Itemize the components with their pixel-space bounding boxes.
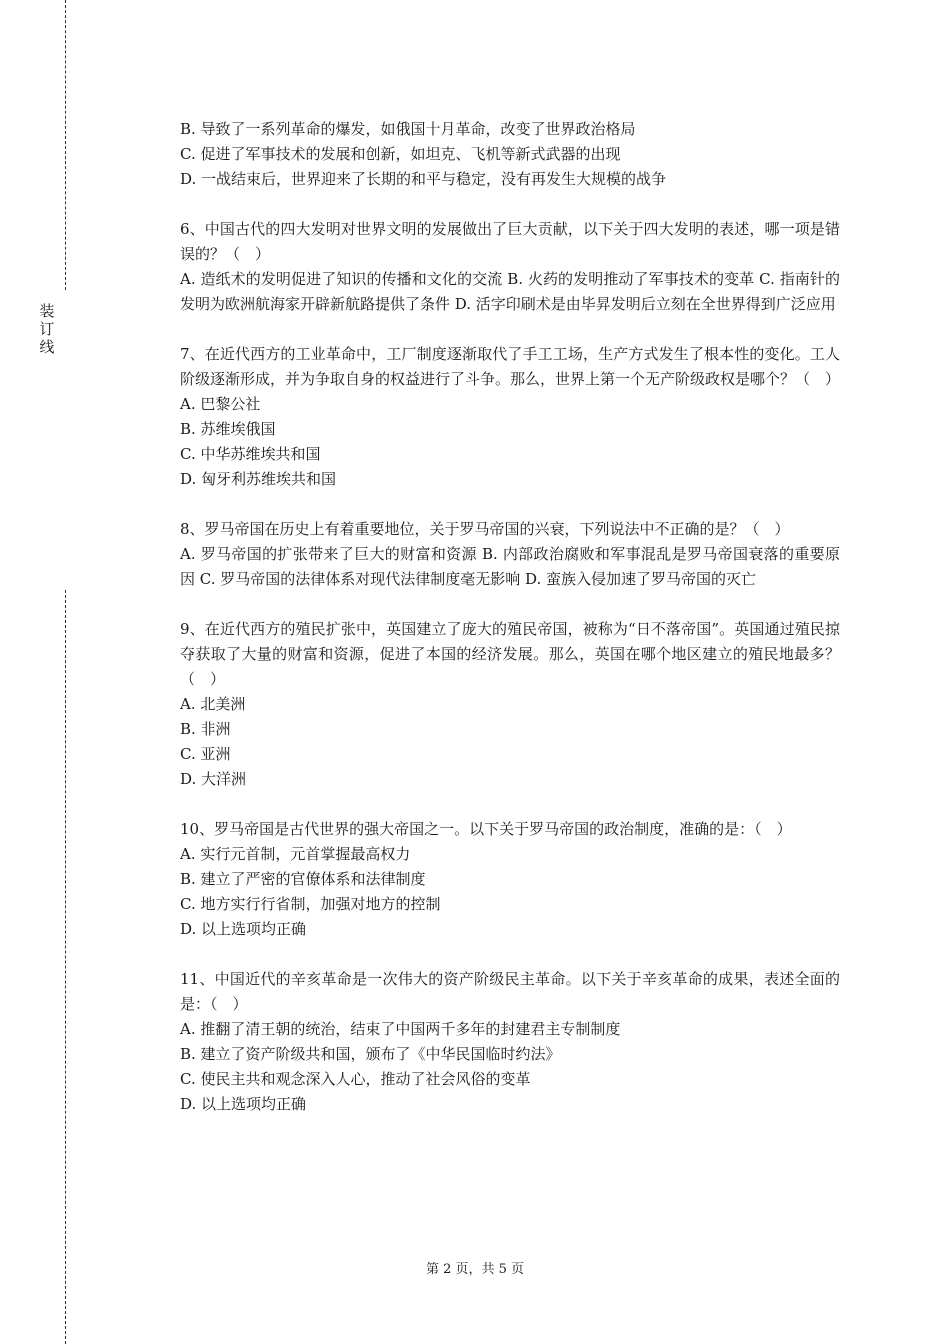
option-a: A. 推翻了清王朝的统治，结束了中国两千多年的封建君主专制制度 [180,1020,621,1038]
question-10 [180,817,840,942]
option-c: C. 中华苏维埃共和国 [180,445,321,463]
question-8 [180,517,840,592]
question-options: A. 造纸术的发明促进了知识的传播和文化的交流 B. 火药的发明推动了军事技术的变革 C. 指南针的发明为欧洲航海家开辟新航路提供了条件 D. 活字印刷术是由毕昇发明后立刻在全世界得到广泛应用 [180,270,840,313]
option-a: A. 巴黎公社 [180,395,261,413]
option-c: C. 亚洲 [180,745,231,763]
binding-label-char: 装 [39,302,55,320]
exam-content [180,117,840,1117]
question-stem: 8、罗马帝国在历史上有着重要地位，关于罗马帝国的兴衰，下列说法中不正确的是？（ ） [180,520,790,538]
binding-label [38,302,56,356]
option-a: A. 实行元首制，元首掌握最高权力 [180,845,411,863]
option-c: C. 地方实行行省制，加强对地方的控制 [180,895,441,913]
question-9 [180,617,840,792]
question-stem: 7、在近代西方的工业革命中，工厂制度逐渐取代了手工工场，生产方式发生了根本性的变化。工人阶级逐渐形成，并为争取自身的权益进行了斗争。那么，世界上第一个无产阶级政权是哪个？（ ） [180,345,841,388]
binding-line-bottom [65,590,66,1344]
option-d: D. 大洋洲 [180,770,247,788]
question-7 [180,342,840,492]
option-b: B. 建立了严密的官僚体系和法律制度 [180,870,426,888]
option-d: D. 一战结束后，世界迎来了长期的和平与稳定，没有再发生大规模的战争 [180,170,667,188]
option-d: D. 匈牙利苏维埃共和国 [180,470,337,488]
option-d: D. 以上选项均正确 [180,1095,307,1113]
option-b: B. 建立了资产阶级共和国，颁布了《中华民国临时约法》 [180,1045,561,1063]
option-b: B. 苏维埃俄国 [180,420,276,438]
question-stem: 10、罗马帝国是古代世界的强大帝国之一。以下关于罗马帝国的政治制度，准确的是：（ ） [180,820,792,838]
page-number: 第 2 页，共 5 页 [425,1262,525,1277]
option-b: B. 导致了一系列革命的爆发，如俄国十月革命，改变了世界政治格局 [180,120,636,138]
prev-question-tail [180,117,840,192]
binding-label-char: 线 [39,338,55,356]
question-6 [180,217,840,317]
option-a: A. 北美洲 [180,695,246,713]
question-stem: 11、中国近代的辛亥革命是一次伟大的资产阶级民主革命。以下关于辛亥革命的成果，表述全面的是：（ ） [180,970,840,1013]
question-11 [180,967,840,1117]
binding-label-char: 订 [39,320,55,338]
option-b: B. 非洲 [180,720,231,738]
question-stem: 6、中国古代的四大发明对世界文明的发展做出了巨大贡献，以下关于四大发明的表述，哪一项是错误的？（ ） [180,220,840,263]
option-c: C. 促进了军事技术的发展和创新，如坦克、飞机等新式武器的出现 [180,145,621,163]
option-c: C. 使民主共和观念深入人心，推动了社会风俗的变革 [180,1070,531,1088]
binding-line-top [65,0,66,290]
option-d: D. 以上选项均正确 [180,920,307,938]
question-stem: 9、在近代西方的殖民扩张中，英国建立了庞大的殖民帝国，被称为“日不落帝国”。英国通过殖民掠夺获取了大量的财富和资源，促进了本国的经济发展。那么，英国在哪个地区建立的殖民地最多？（ ） [180,620,840,688]
question-options: A. 罗马帝国的扩张带来了巨大的财富和资源 B. 内部政治腐败和军事混乱是罗马帝国衰落的重要原因 C. 罗马帝国的法律体系对现代法律制度毫无影响 D. 蛮族入侵加速了罗马帝国的灭亡 [180,545,840,588]
